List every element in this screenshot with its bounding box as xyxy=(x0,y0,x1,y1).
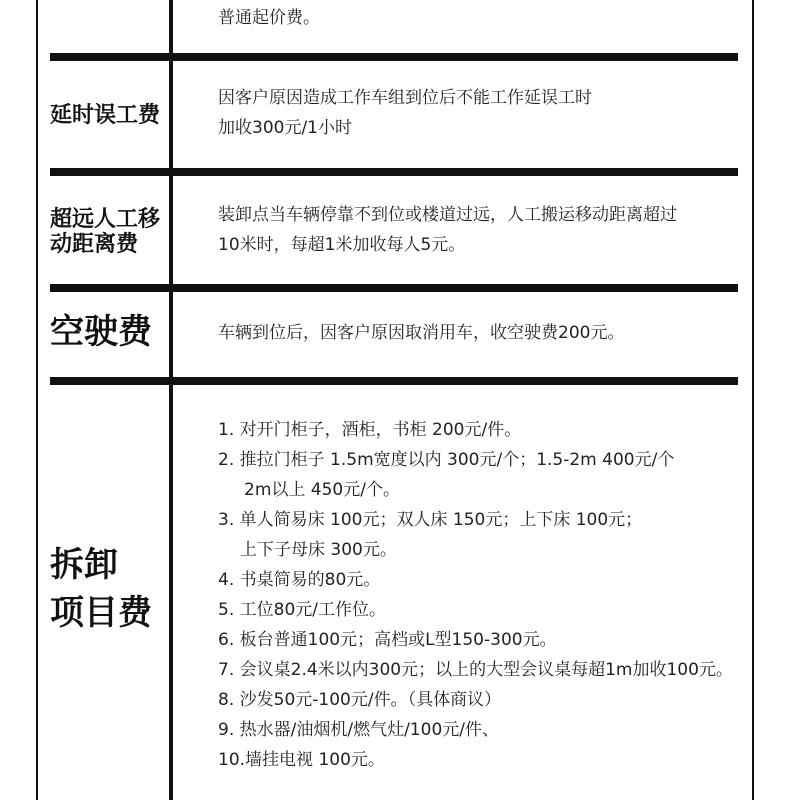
list-item: 8. 沙发50元-100元/件。（具体商议） xyxy=(218,690,502,710)
row-divider xyxy=(50,168,738,176)
list-item: 2. 推拉门柜子 1.5m宽度以内 300元/个；1.5-2m 400元/个 xyxy=(218,450,675,470)
list-item: 7. 会议桌2.4米以内300元；以上的大型会议桌每超1m加收100元。 xyxy=(218,660,733,680)
distance-fee-label-line2: 动距离费 xyxy=(50,232,139,257)
list-item: 4. 书桌简易的80元。 xyxy=(218,570,381,590)
row-divider xyxy=(50,53,738,61)
distance-fee-line2: 10米时，每超1米加收每人5元。 xyxy=(218,235,466,255)
distance-fee-line1: 装卸点当车辆停靠不到位或楼道过远，人工搬运移动距离超过 xyxy=(218,205,677,225)
empty-run-fee-label: 空驶费 xyxy=(50,312,152,352)
empty-run-fee-text: 车辆到位后，因客户原因取消用车，收空驶费200元。 xyxy=(218,323,625,343)
table-column-divider xyxy=(169,0,173,800)
disassembly-fee-label-line2: 项目费 xyxy=(50,593,152,633)
list-item: 6. 板台普通100元；高档或L型150-300元。 xyxy=(218,630,557,650)
disassembly-fee-list xyxy=(218,415,733,775)
row-divider xyxy=(50,284,738,292)
list-item: 1. 对开门柜子，酒柜，书柜 200元/件。 xyxy=(218,420,522,440)
delay-fee-line1: 因客户原因造成工作车组到位后不能工作延误工时 xyxy=(218,88,592,108)
table-right-border xyxy=(752,0,754,800)
top-row-text: 普通起价费。 xyxy=(218,8,320,28)
list-item: 5. 工位80元/工作位。 xyxy=(218,600,386,620)
delay-fee-line2: 加收300元/1小时 xyxy=(218,118,352,138)
list-item: 10.墙挂电视 100元。 xyxy=(218,750,385,770)
distance-fee-label-line1: 超远人工移 xyxy=(50,207,161,232)
list-item: 9. 热水器/油烟机/燃气灶/100元/件、 xyxy=(218,720,499,740)
list-item: 3. 单人简易床 100元；双人床 150元；上下床 100元； xyxy=(218,510,643,530)
delay-fee-label: 延时误工费 xyxy=(50,103,161,128)
list-item: 2m以上 450元/个。 xyxy=(244,480,400,500)
disassembly-fee-label-line1: 拆卸 xyxy=(50,545,118,585)
table-left-border xyxy=(36,0,38,800)
list-item: 上下子母床 300元。 xyxy=(240,540,397,560)
row-divider xyxy=(50,377,738,385)
